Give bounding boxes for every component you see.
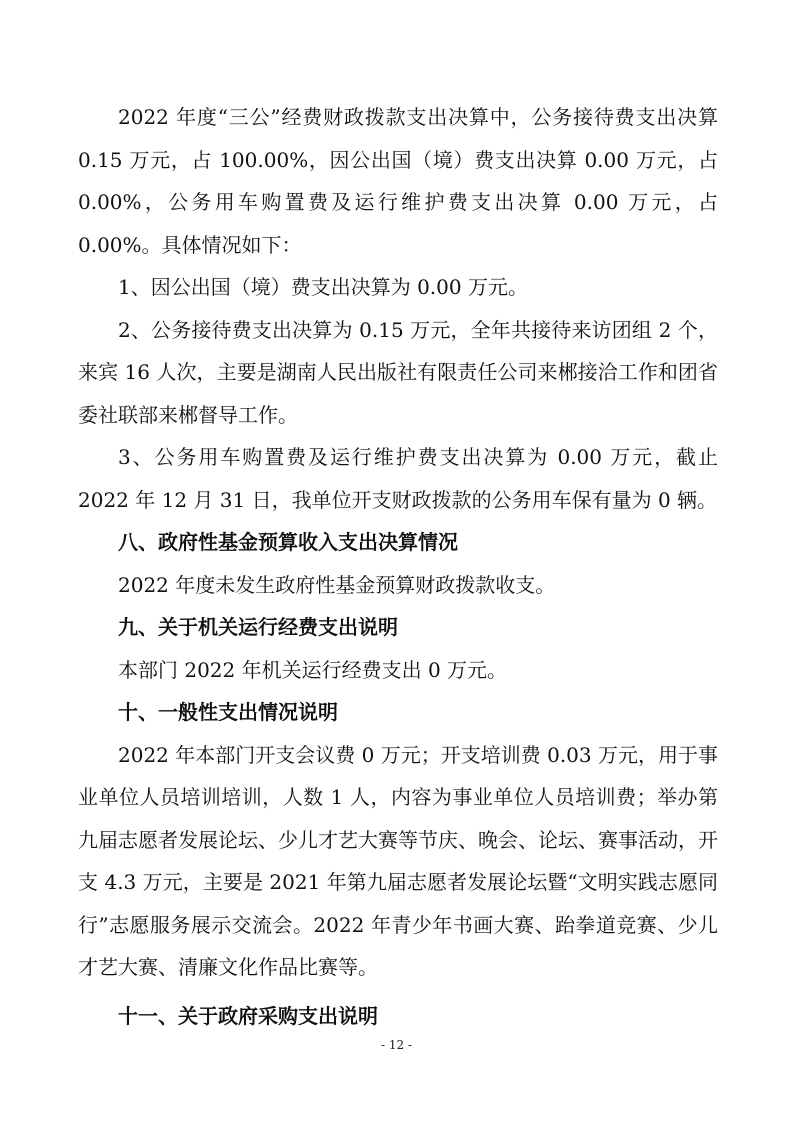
- page-number: - 12 -: [380, 1038, 412, 1052]
- section-heading-11: 十一、关于政府采购支出说明: [118, 1003, 378, 1028]
- section-heading-9: 九、关于机关运行经费支出说明: [118, 615, 398, 639]
- paragraph-general-expenditure: 2022 年本部门开支会议费 0 万元；开支培训费 0.03 万元，用于事业单位人员培训培训，人数 1 人，内容为事业单位人员培训费；举办第九届志愿者发展论坛、少儿才艺大赛等节庆、晚会、论坛、赛事活动，开支 4.3 万元，主要是 2021 年第九届志愿者发展论坛暨“文明实践志愿同行”志愿服务展示交流会。2022 年青少年书画大赛、跆拳道竞赛、少儿才艺大赛、清廉文化作品比赛等。: [78, 742, 718, 979]
- paragraph-official-reception: 2、公务接待费支出决算为 0.15 万元，全年共接待来访团组 2 个，来宾 16 人次，主要是湖南人民出版社有限责任公司来郴接洽工作和团省委社联部来郴督导工作。: [78, 317, 718, 427]
- document-body: [78, 96, 718, 1037]
- paragraph-official-vehicles: 3、公务用车购置费及运行维护费支出决算为 0.00 万元，截止 2022 年 12 月 31 日，我单位开支财政拨款的公务用车保有量为 0 辆。: [78, 445, 718, 512]
- section-heading-10: 十、一般性支出情况说明: [118, 700, 338, 724]
- paragraph-government-fund: 2022 年度未发生政府性基金预算财政拨款收支。: [118, 572, 556, 597]
- paragraph-operating-expenses: 本部门 2022 年机关运行经费支出 0 万元。: [118, 657, 508, 682]
- paragraph-three-public-expenses: 2022 年度“三公”经费财政拨款支出决算中，公务接待费支出决算 0.15 万元，占 100.00%，因公出国（境）费支出决算 0.00 万元，占 0.00%，公务用车购置费及运行维护费支出决算 0.00 万元，占 0.00%。具体情况如下：: [78, 105, 718, 257]
- paragraph-overseas-travel: 1、因公出国（境）费支出决算为 0.00 万元。: [118, 275, 528, 299]
- section-heading-8: 八、政府性基金预算收入支出决算情况: [118, 530, 458, 554]
